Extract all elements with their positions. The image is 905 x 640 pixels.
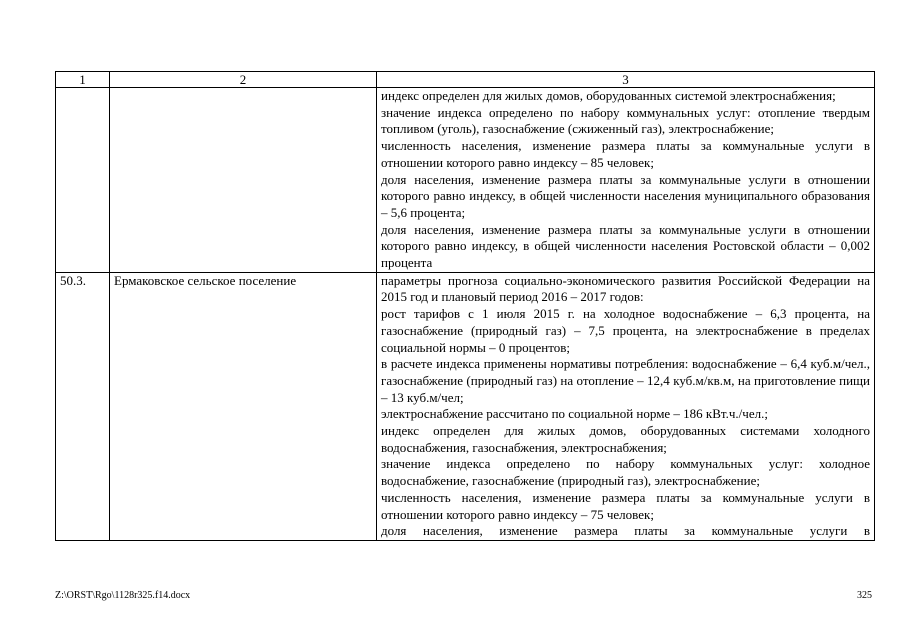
- parameter-line: электроснабжение рассчитано по социальной норме – 186 кВт.ч./чел.;: [381, 406, 768, 422]
- parameter-line: численность населения, изменение размера платы за коммунальные услуги в отношении которого равно индексу – 75 человек;: [381, 489, 870, 522]
- parameter-line: доля населения, изменение размера платы за коммунальные услуги в: [381, 523, 870, 539]
- data-table: [55, 71, 875, 541]
- parameter-line: значение индекса определено по набору коммунальных услуг: холодное водоснабжение, газоснабжение (природный газ), электроснабжение;: [381, 456, 870, 489]
- parameter-line: рост тарифов с 1 июля 2015 г. на холодное водоснабжение – 6,3 процента, на газоснабжение (природный газ) – 7,5 процента, на электроснабжение в пределах социальной нормы – 0 процентов;: [381, 306, 870, 355]
- parameter-line: доля населения, изменение размера платы за коммунальные услуги в отношении которого равно индексу, в общей численности населения муниципального образования – 5,6 процента;: [381, 171, 870, 220]
- header-col-3: 3: [377, 72, 875, 88]
- table-row: [56, 272, 875, 540]
- parameter-line: индекс определен для жилых домов, оборудованных системами холодного водоснабжения, газоснабжения, электроснабжения;: [381, 423, 870, 455]
- row-parameters: [377, 88, 875, 273]
- row-parameters: [377, 272, 875, 540]
- row-number: [56, 88, 110, 273]
- parameter-line: значение индекса определено по набору коммунальных услуг: отопление твердым топливом (уголь), газоснабжение (сжиженный газ), электроснабжение;: [381, 104, 870, 137]
- row-number: 50.3.: [56, 272, 110, 540]
- parameter-line: индекс определен для жилых домов, оборудованных системой электроснабжения;: [381, 88, 836, 103]
- table-header-row: [56, 72, 875, 88]
- header-col-1: 1: [56, 72, 110, 88]
- parameter-line: численность населения, изменение размера платы за коммунальные услуги в отношении которого равно индексу – 85 человек;: [381, 138, 870, 170]
- row-settlement-name: [110, 88, 377, 273]
- footer-page-number: 325: [857, 590, 872, 601]
- parameter-line: доля населения, изменение размера платы за коммунальные услуги в отношении которого равно индексу, в общей численности населения Ростовской области – 0,002 процента: [381, 221, 870, 271]
- header-col-2: 2: [110, 72, 377, 88]
- parameter-line: параметры прогноза социально-экономического развития Российской Федерации на 2015 год и плановый период 2016 – 2017 годов:: [381, 272, 870, 305]
- parameter-line: в расчете индекса применены нормативы потребления: водоснабжение – 6,4 куб.м/чел., газоснабжение (природный газ) на отопление – 12,4 куб.м/кв.м, на приготовление пищи – 13 куб.м/чел;: [381, 356, 870, 405]
- table-viewport: [55, 71, 876, 580]
- table-row: [56, 88, 875, 273]
- footer-file-path: Z:\ORST\Rgo\1128r325.f14.docx: [55, 590, 191, 601]
- row-settlement-name: Ермаковское сельское поселение: [110, 272, 377, 540]
